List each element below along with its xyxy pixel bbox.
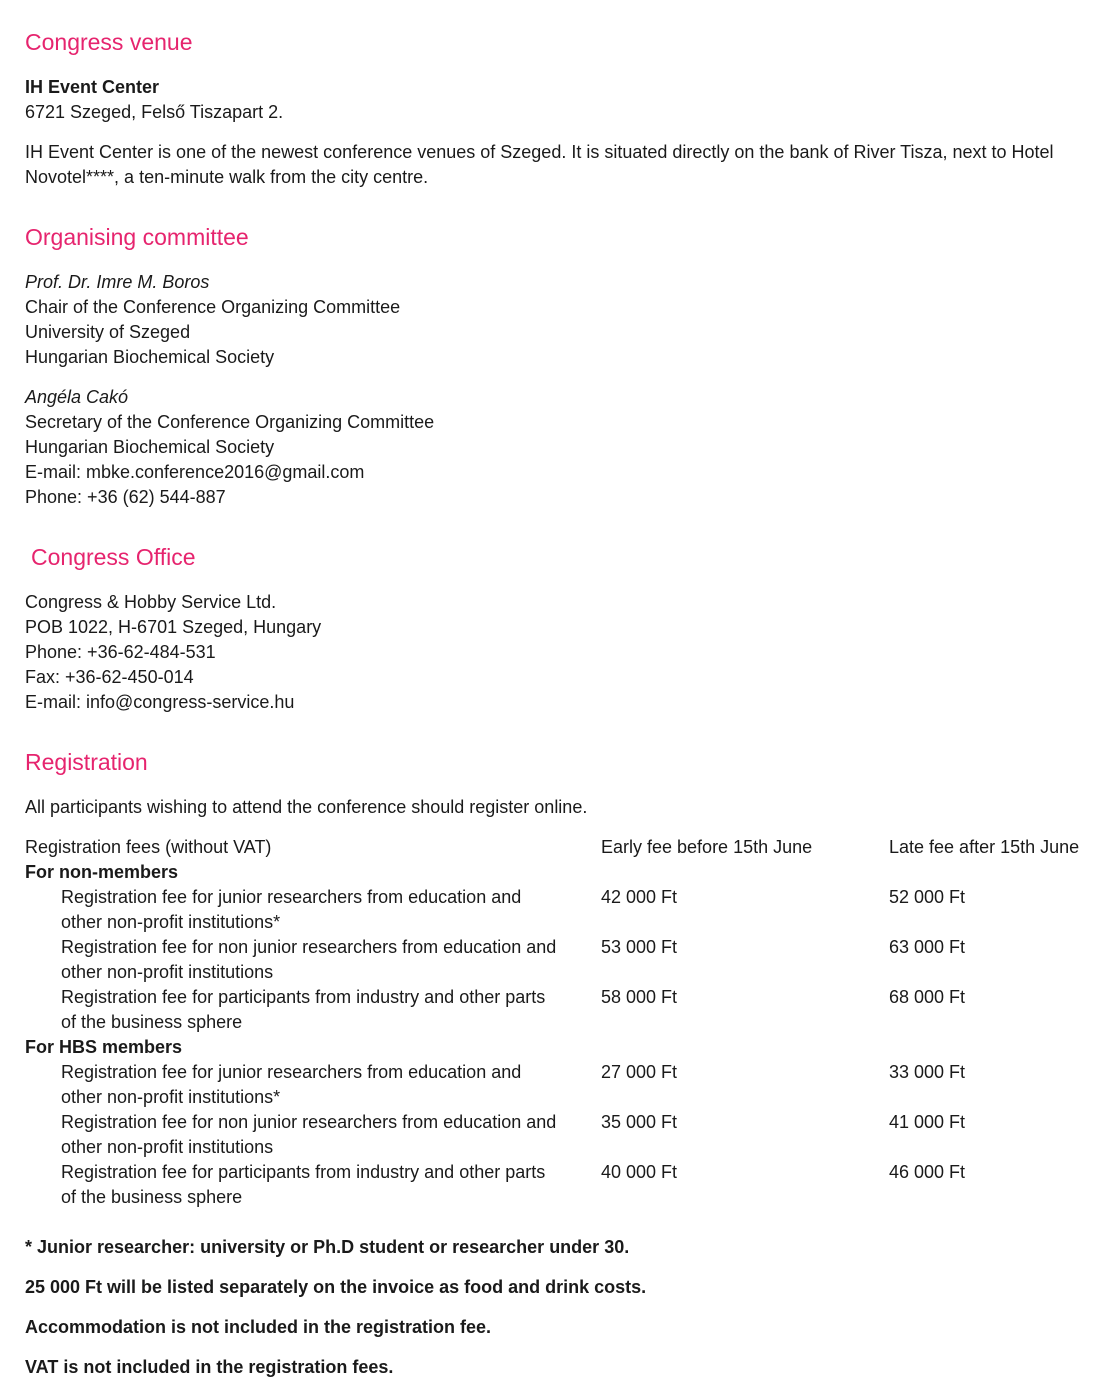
fee-desc: Registration fee for non junior researchers from education and other non-profit institutions: [61, 1112, 557, 1157]
registration-intro: All participants wishing to attend the conference should register online.: [25, 797, 588, 817]
table-row: [25, 885, 1110, 935]
committee-heading: Organising committee: [25, 224, 249, 250]
group-label-hbs-members: For HBS members: [25, 1037, 183, 1057]
member-name: Prof. Dr. Imre M. Boros: [25, 272, 210, 292]
venue-name: IH Event Center: [25, 77, 160, 97]
fees-header-desc: Registration fees (without VAT): [25, 837, 272, 857]
table-row: [25, 985, 1110, 1035]
table-row: [25, 935, 1110, 985]
venue-description: IH Event Center is one of the newest conference venues of Szeged. It is situated directly on the bank of River Tisza, next to Hotel Novotel****, a ten-minute walk from the city centre.: [25, 142, 1054, 187]
member-role: Secretary of the Conference Organizing Committee: [25, 412, 435, 432]
group-label-non-members: For non-members: [25, 862, 179, 882]
member-name: Angéla Cakó: [25, 387, 129, 407]
venue-address: 6721 Szeged, Felső Tiszapart 2.: [25, 102, 284, 122]
note-accommodation: Accommodation is not included in the registration fee.: [25, 1317, 492, 1337]
fee-early: 35 000 Ft: [601, 1112, 678, 1132]
office-fax: Fax: +36-62-450-014: [25, 667, 194, 687]
fees-header-row: [25, 835, 1110, 860]
fee-early: 27 000 Ft: [601, 1062, 678, 1082]
table-row: [25, 1110, 1110, 1160]
office-email: E-mail: info@congress-service.hu: [25, 692, 295, 712]
fee-late: 68 000 Ft: [889, 987, 966, 1007]
fee-early: 53 000 Ft: [601, 937, 678, 957]
fee-desc: Registration fee for participants from industry and other parts of the business sphere: [61, 987, 546, 1032]
office-address: POB 1022, H-6701 Szeged, Hungary: [25, 617, 322, 637]
office-phone: Phone: +36-62-484-531: [25, 642, 216, 662]
fee-early: 40 000 Ft: [601, 1162, 678, 1182]
fees-header-early: Early fee before 15th June: [601, 837, 813, 857]
member-affiliation: University of Szeged: [25, 322, 191, 342]
venue-heading: Congress venue: [25, 29, 193, 55]
fee-desc: Registration fee for non junior researchers from education and other non-profit institutions: [61, 937, 557, 982]
fee-late: 63 000 Ft: [889, 937, 966, 957]
table-row: [25, 1160, 1110, 1210]
committee-member-chair: [25, 270, 1105, 370]
fees-table: [25, 835, 1110, 1210]
note-vat: VAT is not included in the registration fees.: [25, 1357, 394, 1377]
fees-group-label: [25, 1035, 1110, 1060]
office-section: [25, 590, 1105, 715]
office-company: Congress & Hobby Service Ltd.: [25, 592, 277, 612]
fees-group-label: [25, 860, 1110, 885]
registration-heading: Registration: [25, 749, 148, 775]
fee-desc: Registration fee for participants from industry and other parts of the business sphere: [61, 1162, 546, 1207]
venue-section: [25, 75, 1105, 125]
registration-notes: [25, 1235, 1110, 1395]
fee-early: 42 000 Ft: [601, 887, 678, 907]
fee-late: 46 000 Ft: [889, 1162, 966, 1182]
fee-early: 58 000 Ft: [601, 987, 678, 1007]
fee-desc: Registration fee for junior researchers from education and other non-profit institutions*: [61, 887, 522, 932]
member-phone: Phone: +36 (62) 544-887: [25, 487, 226, 507]
note-junior-researcher: * Junior researcher: university or Ph.D student or researcher under 30.: [25, 1237, 630, 1257]
fee-late: 41 000 Ft: [889, 1112, 966, 1132]
fees-header-late: Late fee after 15th June: [889, 837, 1080, 857]
fee-desc: Registration fee for junior researchers from education and other non-profit institutions*: [61, 1062, 522, 1107]
committee-member-secretary: [25, 385, 1105, 510]
table-row: [25, 1060, 1110, 1110]
member-affiliation: Hungarian Biochemical Society: [25, 437, 275, 457]
member-affiliation: Hungarian Biochemical Society: [25, 347, 275, 367]
fee-late: 52 000 Ft: [889, 887, 966, 907]
member-email: E-mail: mbke.conference2016@gmail.com: [25, 462, 365, 482]
fee-late: 33 000 Ft: [889, 1062, 966, 1082]
note-food-costs: 25 000 Ft will be listed separately on the invoice as food and drink costs.: [25, 1277, 647, 1297]
office-heading: Congress Office: [31, 544, 196, 570]
member-role: Chair of the Conference Organizing Committee: [25, 297, 401, 317]
